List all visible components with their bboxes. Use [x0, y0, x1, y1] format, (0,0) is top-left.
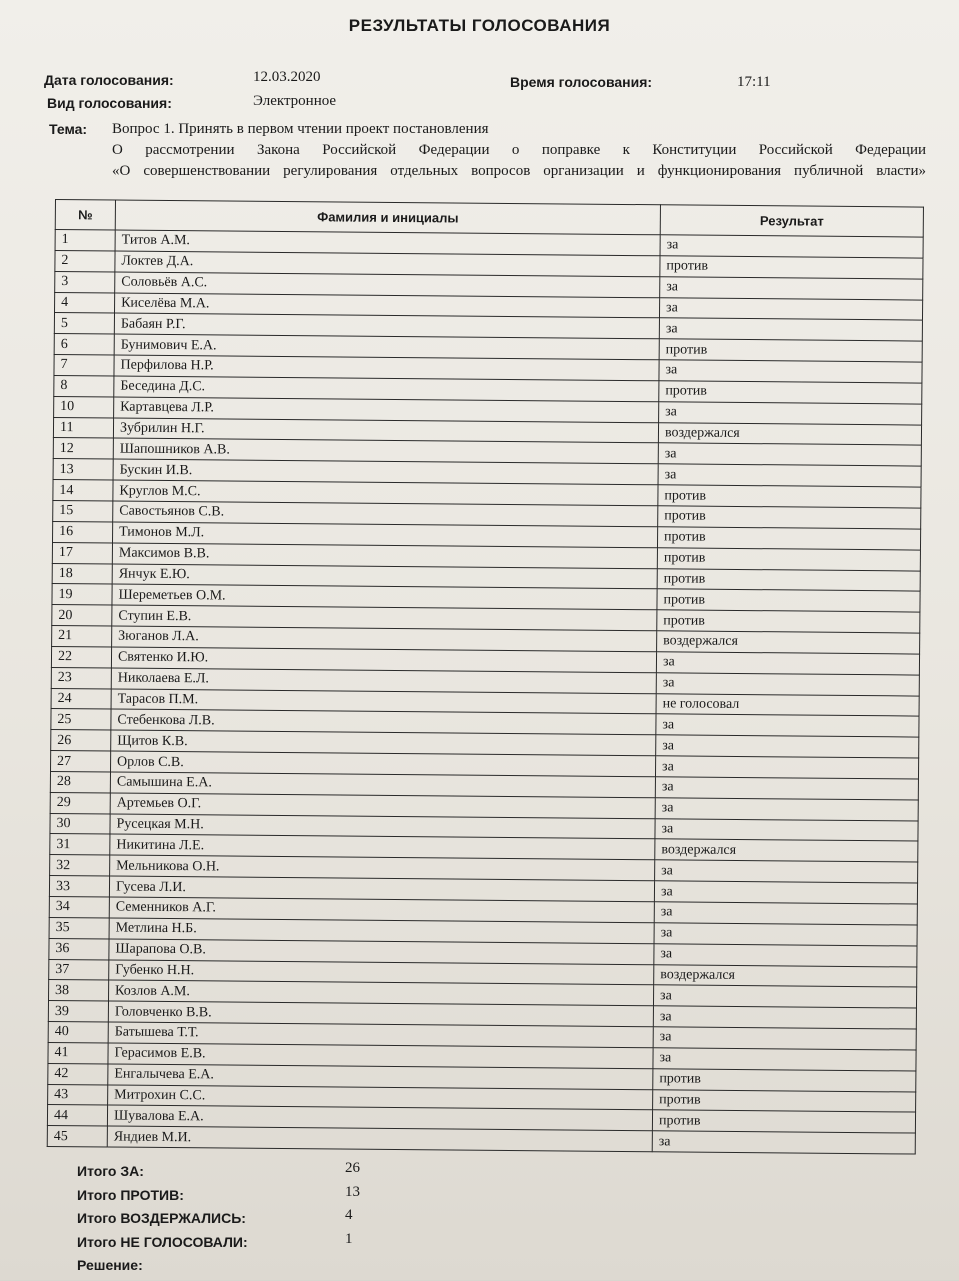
row-number: 25	[51, 709, 111, 730]
vote-result: воздержался	[655, 839, 918, 862]
vote-result: за	[660, 235, 923, 258]
topic-label: Тема:	[49, 121, 88, 137]
row-number: 2	[55, 250, 115, 271]
row-number: 6	[54, 334, 114, 355]
row-number: 39	[48, 1001, 108, 1022]
vote-result: за	[658, 464, 921, 487]
deputy-name: Янчук Е.Ю.	[112, 564, 657, 590]
vote-result: за	[660, 276, 923, 299]
row-number: 23	[51, 667, 111, 688]
topic-text	[112, 119, 926, 182]
vote-result: за	[656, 735, 919, 758]
vote-result: за	[653, 985, 916, 1008]
row-number: 20	[52, 605, 112, 626]
header-number: №	[55, 200, 115, 231]
deputy-name: Картавцева Л.Р.	[114, 397, 659, 423]
deputy-name: Стебенкова Л.В.	[111, 709, 656, 735]
total-value: 1	[345, 1230, 353, 1247]
vote-result: за	[655, 777, 918, 800]
row-number: 22	[51, 646, 111, 667]
deputy-name: Тимонов М.Л.	[113, 522, 658, 548]
deputy-name: Киселёва М.А.	[115, 293, 660, 319]
row-number: 4	[55, 292, 115, 313]
deputy-name: Головченко В.В.	[108, 1001, 653, 1027]
deputy-name: Митрохин С.С.	[108, 1085, 653, 1111]
row-number: 21	[52, 626, 112, 647]
total-row	[77, 1160, 360, 1187]
deputy-name: Зюганов Л.А.	[112, 626, 657, 652]
row-number: 8	[54, 375, 114, 396]
date-label: Дата голосования:	[44, 72, 174, 88]
total-label: Итого ЗА:	[77, 1163, 144, 1179]
vote-result: за	[655, 818, 918, 841]
type-label: Вид голосования:	[47, 95, 172, 111]
deputy-name: Метлина Н.Б.	[109, 918, 654, 944]
vote-result: против	[657, 568, 920, 591]
deputy-name: Самышина Е.А.	[110, 772, 655, 798]
row-number: 42	[48, 1063, 108, 1084]
vote-result: за	[659, 402, 922, 425]
total-label: Итого ВОЗДЕРЖАЛИСЬ:	[77, 1210, 246, 1226]
row-number: 14	[53, 480, 113, 501]
deputy-name: Шувалова Е.А.	[107, 1105, 652, 1131]
deputy-name: Шарапова О.В.	[109, 939, 654, 965]
row-number: 44	[47, 1105, 107, 1126]
row-number: 18	[52, 563, 112, 584]
row-number: 16	[53, 521, 113, 542]
row-number: 41	[48, 1042, 108, 1063]
deputy-name: Круглов М.С.	[113, 480, 658, 506]
vote-result: против	[659, 381, 922, 404]
vote-result: не голосовал	[656, 693, 919, 716]
vote-result: против	[653, 1069, 916, 1092]
vote-result: за	[654, 923, 917, 946]
deputy-name: Перфилова Н.Р.	[114, 355, 659, 381]
row-number: 32	[50, 855, 110, 876]
document-title: РЕЗУЛЬТАТЫ ГОЛОСОВАНИЯ	[348, 16, 611, 35]
deputy-name: Бускин И.В.	[113, 459, 658, 485]
total-label: Итого ПРОТИВ:	[77, 1186, 184, 1203]
deputy-name: Мельникова О.Н.	[110, 855, 655, 881]
deputy-name: Семенников А.Г.	[109, 897, 654, 923]
row-number: 40	[48, 1022, 108, 1043]
row-number: 36	[49, 938, 109, 959]
votes-table-body	[47, 230, 923, 1155]
time-value: 17:11	[737, 74, 771, 90]
row-number: 30	[50, 813, 110, 834]
vote-result: против	[653, 1089, 916, 1112]
deputy-name: Губенко Н.Н.	[109, 960, 654, 986]
vote-result: за	[656, 672, 919, 695]
deputy-name: Герасимов Е.В.	[108, 1043, 653, 1069]
deputy-name: Ступин Е.В.	[112, 605, 657, 631]
deputy-name: Максимов В.В.	[112, 543, 657, 569]
vote-result: за	[654, 902, 917, 925]
total-row	[77, 1207, 353, 1234]
row-number: 19	[52, 584, 112, 605]
topic-line: «О совершенствовании регулирования отдельных вопросов организации и функционирования публичной власти»	[112, 163, 926, 179]
vote-result: за	[654, 881, 917, 904]
topic-line: О рассмотрении Закона Российской Федерации о поправке к Конституции Российской Федерации	[112, 142, 926, 158]
vote-result: за	[656, 652, 919, 675]
row-number: 1	[55, 230, 115, 251]
total-row	[77, 1257, 248, 1281]
total-value: 13	[345, 1183, 360, 1200]
deputy-name: Щитов К.В.	[111, 730, 656, 756]
row-number: 15	[53, 500, 113, 521]
row-number: 28	[50, 771, 110, 792]
deputy-name: Святенко И.Ю.	[111, 647, 656, 673]
vote-result: за	[659, 360, 922, 383]
row-number: 7	[54, 355, 114, 376]
row-number: 11	[53, 417, 113, 438]
topic-line: Вопрос 1. Принять в первом чтении проект постановления	[112, 121, 489, 137]
vote-result: за	[655, 798, 918, 821]
deputy-name: Никитина Л.Е.	[110, 834, 655, 860]
total-row	[77, 1230, 353, 1258]
vote-result: за	[658, 443, 921, 466]
row-number: 33	[49, 876, 109, 897]
deputy-name: Батышева Т.Т.	[108, 1022, 653, 1048]
deputy-name: Козлов А.М.	[109, 980, 654, 1006]
deputy-name: Шапошников А.В.	[113, 438, 658, 464]
vote-result: против	[660, 256, 923, 279]
type-value: Электронное	[253, 93, 337, 109]
row-number: 37	[49, 959, 109, 980]
time-label: Время голосования:	[510, 74, 653, 90]
row-number: 5	[54, 313, 114, 334]
deputy-name: Зубрилин Н.Г.	[113, 418, 658, 444]
deputy-name: Савостьянов С.В.	[113, 501, 658, 527]
row-number: 26	[51, 730, 111, 751]
deputy-name: Беседина Д.С.	[114, 376, 659, 402]
date-value: 12.03.2020	[253, 69, 321, 85]
row-number: 10	[54, 396, 114, 417]
row-number: 38	[49, 980, 109, 1001]
vote-result: против	[658, 485, 921, 508]
vote-result: за	[653, 1027, 916, 1050]
row-number: 29	[50, 792, 110, 813]
vote-result: против	[657, 527, 920, 550]
total-value: 4	[345, 1207, 353, 1223]
total-value: 26	[345, 1160, 360, 1176]
vote-result: воздержался	[658, 422, 921, 445]
total-label: Решение:	[77, 1257, 143, 1273]
total-row	[77, 1183, 360, 1211]
row-number: 13	[53, 459, 113, 480]
deputy-name: Тарасов П.М.	[111, 689, 656, 715]
deputy-name: Соловьёв А.С.	[115, 272, 660, 298]
deputy-name: Титов А.М.	[115, 230, 660, 256]
deputy-name: Яндиев М.И.	[107, 1126, 652, 1152]
row-number: 27	[51, 751, 111, 772]
vote-result: за	[654, 943, 917, 966]
row-number: 43	[48, 1084, 108, 1105]
row-number: 17	[52, 542, 112, 563]
vote-result: против	[658, 506, 921, 529]
vote-result: воздержался	[654, 964, 917, 987]
votes-table	[47, 199, 924, 1155]
deputy-name: Бабаян Р.Г.	[114, 313, 659, 339]
vote-result: против	[652, 1110, 915, 1133]
row-number: 12	[53, 438, 113, 459]
deputy-name: Николаева Е.Л.	[111, 668, 656, 694]
header-name: Фамилия и инициалы	[115, 200, 660, 235]
totals-block	[77, 1160, 360, 1281]
vote-result: за	[655, 860, 918, 883]
vote-result: за	[655, 756, 918, 779]
vote-result: за	[653, 1006, 916, 1029]
row-number: 34	[49, 896, 109, 917]
total-label: Итого НЕ ГОЛОСОВАЛИ:	[77, 1233, 248, 1250]
deputy-name: Гусева Л.И.	[109, 876, 654, 902]
vote-result: против	[657, 589, 920, 612]
row-number: 24	[51, 688, 111, 709]
row-number: 3	[55, 271, 115, 292]
deputy-name: Локтев Д.А.	[115, 251, 660, 277]
row-number: 35	[49, 917, 109, 938]
vote-result: за	[659, 297, 922, 320]
deputy-name: Артемьев О.Г.	[110, 793, 655, 819]
deputy-name: Енгалычева Е.А.	[108, 1064, 653, 1090]
vote-result: за	[652, 1131, 915, 1154]
deputy-name: Русецкая М.Н.	[110, 814, 655, 840]
deputy-name: Бунимович Е.А.	[114, 334, 659, 360]
vote-result: воздержался	[657, 631, 920, 654]
row-number: 45	[47, 1126, 107, 1147]
vote-result: против	[657, 610, 920, 633]
header-result: Результат	[660, 205, 923, 237]
vote-result: за	[653, 1048, 916, 1071]
deputy-name: Шереметьев О.М.	[112, 584, 657, 610]
vote-result: против	[659, 339, 922, 362]
vote-result: против	[657, 547, 920, 570]
vote-result: за	[656, 714, 919, 737]
vote-result: за	[659, 318, 922, 341]
deputy-name: Орлов С.В.	[111, 751, 656, 777]
row-number: 31	[50, 834, 110, 855]
